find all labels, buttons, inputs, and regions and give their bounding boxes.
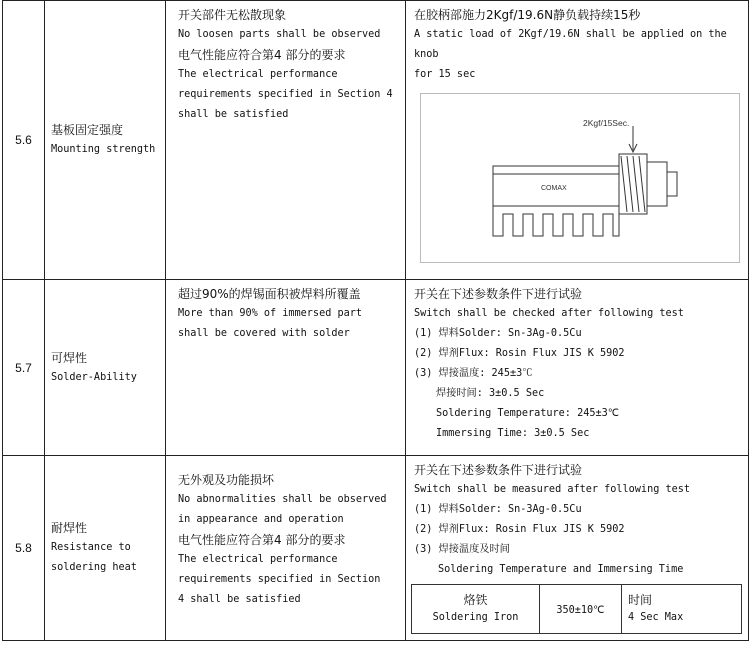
soldering-iron-cell (412, 585, 540, 634)
item-name-zh: 耐焊性 (51, 521, 88, 535)
force-label: 2Kgf/15Sec. (583, 118, 630, 128)
shaft-shape (619, 154, 647, 214)
condition-line: 开关在下述参数条件下进行试验 (414, 463, 583, 477)
switch-drawing-svg (421, 94, 739, 262)
condition-cell (406, 280, 749, 456)
condition-line: 开关在下述参数条件下进行试验 (414, 287, 583, 301)
iron-temperature-cell (540, 585, 622, 634)
condition-line: Soldering Temperature and Immersing Time (438, 564, 684, 575)
item-name-zh: 可焊性 (51, 350, 88, 365)
requirement-line: 无外观及功能损坏 (178, 473, 275, 487)
requirement-line: shall be satisfied (178, 109, 289, 120)
condition-line: knob (414, 49, 439, 60)
condition-line: (3) 焊接温度: 245±3℃ (414, 368, 533, 379)
requirement-line: More than 90% of immersed part (178, 308, 363, 319)
item-name-en: soldering heat (51, 562, 137, 573)
requirement-line: 电气性能应符合第4 部分的要求 (178, 48, 346, 62)
condition-line: (1) 焊料Solder: Sn-3Ag-0.5Cu (414, 328, 582, 339)
requirement-line: No loosen parts shall be observed (178, 29, 381, 40)
condition-line: (2) 焊剂Flux: Rosin Flux JIS K 5902 (414, 524, 625, 535)
switch-teeth-shape (493, 206, 619, 236)
soldering-iron-table (411, 584, 742, 634)
requirement-line: The electrical performance (178, 554, 338, 565)
soldering-iron-zh: 烙铁 (463, 593, 488, 607)
iron-time-en: 4 Sec Max (628, 612, 684, 623)
requirement-line: requirements specified in Section 4 (178, 89, 393, 100)
requirement-cell (166, 456, 406, 641)
requirement-line: 开关部件无松散现象 (178, 8, 287, 22)
condition-line: 在胶柄部施力2Kgf/19.6N静负载持续15秒 (414, 8, 641, 22)
mounting-drawing (420, 93, 740, 263)
condition-line: Switch shall be checked after following test (414, 308, 684, 319)
condition-line: A static load of 2Kgf/19.6N shall be applied on the (414, 29, 727, 40)
condition-line: (3) 焊接温度及时间 (414, 544, 510, 555)
condition-cell (406, 1, 749, 280)
item-number: 5.8 (3, 456, 45, 641)
soldering-iron-en: Soldering Iron (432, 612, 519, 623)
requirement-line: in appearance and operation (178, 514, 344, 525)
condition-line: for 15 sec (414, 69, 476, 80)
requirement-line: shall be covered with solder (178, 328, 350, 339)
item-name-en: Mounting strength (51, 144, 156, 155)
requirement-line: No abnormalities shall be observed (178, 494, 387, 505)
body-label: COMAX (541, 185, 567, 192)
condition-line: Immersing Time: 3±0.5 Sec (436, 428, 590, 439)
condition-line: (1) 焊料Solder: Sn-3Ag-0.5Cu (414, 504, 582, 515)
condition-line: Soldering Temperature: 245±3℃ (436, 408, 620, 419)
item-name-en: Solder-Ability (51, 371, 137, 383)
spec-table (2, 0, 749, 641)
item-name-cell (45, 1, 166, 280)
item-number: 5.7 (3, 280, 45, 456)
item-name-zh: 基板固定强度 (51, 123, 124, 137)
item-number: 5.6 (3, 1, 45, 280)
iron-time-zh: 时间 (628, 593, 653, 607)
condition-line: Switch shall be measured after following test (414, 484, 691, 495)
requirement-cell (166, 1, 406, 280)
requirement-line: 4 shall be satisfied (178, 594, 301, 605)
requirement-line: 电气性能应符合第4 部分的要求 (178, 533, 346, 547)
condition-line: (2) 焊剂Flux: Rosin Flux JIS K 5902 (414, 348, 625, 359)
iron-temperature: 350±10℃ (556, 604, 605, 616)
requirement-line: 超过90%的焊锡面积被焊料所覆盖 (178, 287, 361, 301)
item-name-cell (45, 456, 166, 641)
table-row (3, 1, 749, 280)
item-name-cell (45, 280, 166, 456)
requirement-line: requirements specified in Section (178, 574, 381, 585)
requirement-cell (166, 280, 406, 456)
table-row (3, 280, 749, 456)
iron-time-cell (622, 585, 742, 634)
item-name-en: Resistance to (51, 542, 131, 553)
requirement-line: The electrical performance (178, 69, 338, 80)
condition-line: 焊接时间: 3±0.5 Sec (436, 388, 545, 399)
knob-shape (647, 162, 667, 206)
